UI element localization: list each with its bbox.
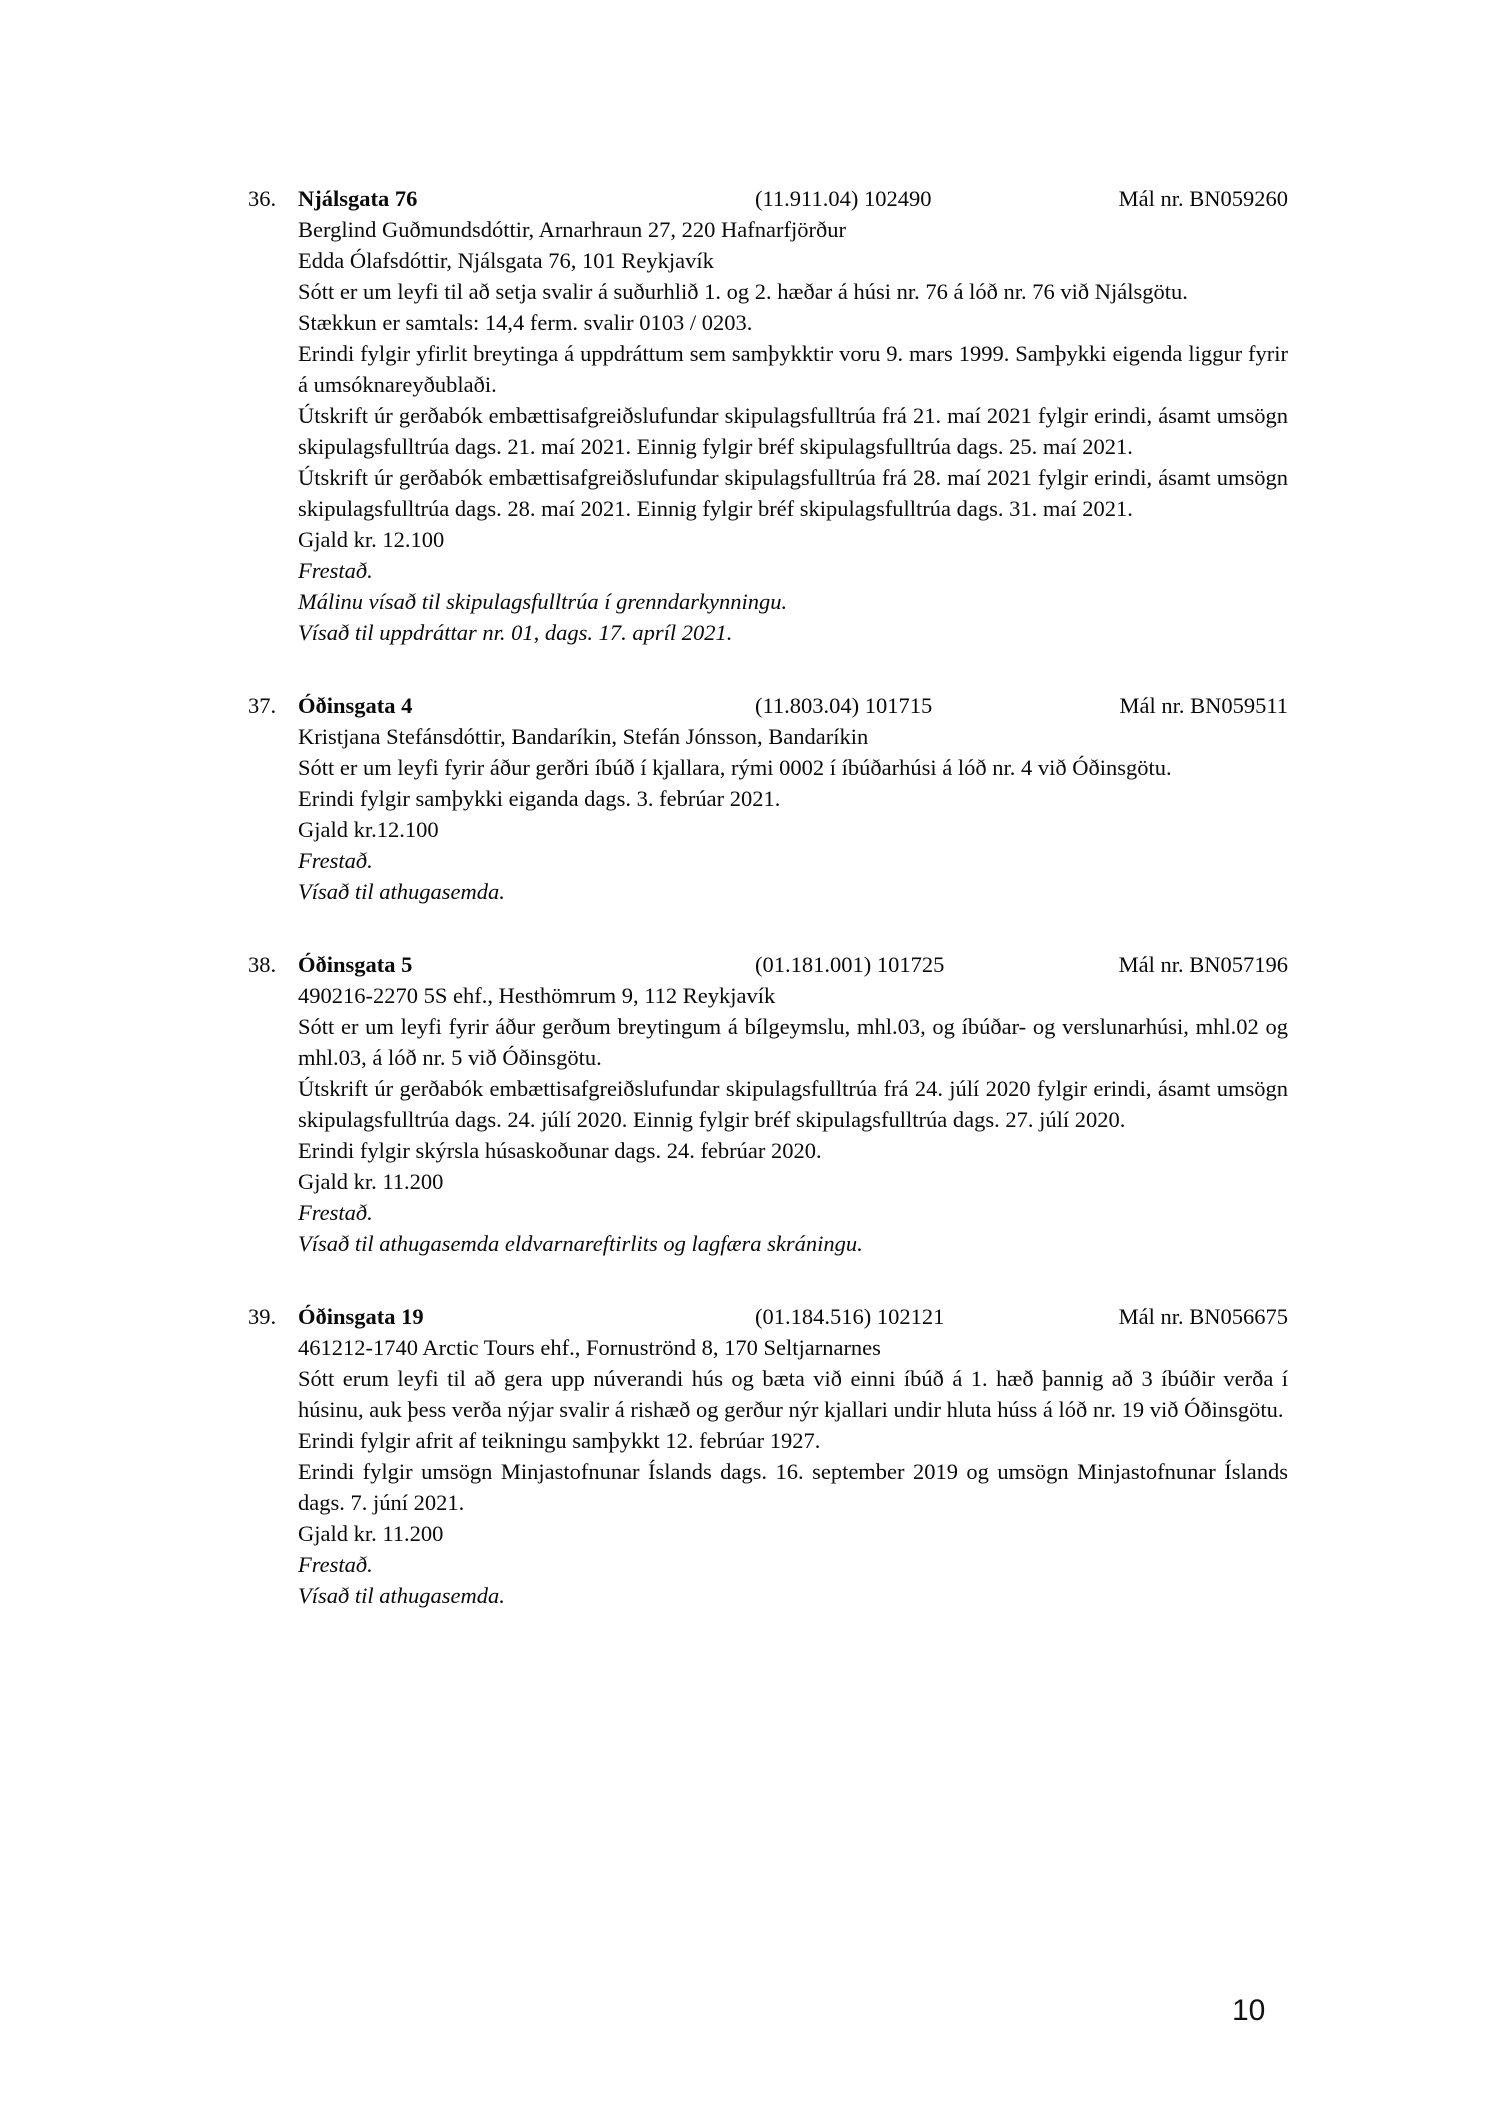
case-body [298,1332,1288,1611]
case-code-property: (11.803.04) 101715 [755,693,933,718]
case-item [248,949,1288,1259]
case-resolution-line: Vísað til athugasemda eldvarnareftirlits og lagfæra skráningu. [298,1231,863,1256]
case-header [248,183,1288,214]
case-header [248,1301,1288,1332]
case-number: 39. [248,1304,277,1329]
case-paragraph: Útskrift úr gerðabók embættisafgreiðslufundar skipulagsfulltrúa frá 28. maí 2021 fylgir erindi, ásamt umsögn skipulagsfulltrúa dags. 28. maí 2021. Einnig fylgir bréf skipulagsfulltrúa dags. 31. maí 2021. [298,465,1288,521]
case-resolution-line: Vísað til athugasemda. [298,879,505,904]
case-body [298,980,1288,1259]
case-number: 38. [248,952,277,977]
case-item [248,1301,1288,1611]
case-paragraph: Erindi fylgir yfirlit breytinga á uppdráttum sem samþykktir voru 9. mars 1999. Samþykki eigenda liggur fyrir á umsóknareyðublaði. [298,341,1288,397]
case-resolution-line: Vísað til athugasemda. [298,1583,505,1608]
case-body [298,214,1288,648]
case-paragraph: Stækkun er samtals: 14,4 ferm. svalir 0103 / 0203. [298,310,753,335]
case-paragraph: Erindi fylgir afrit af teikningu samþykkt 12. febrúar 1927. [298,1428,821,1453]
case-paragraph: 461212-1740 Arctic Tours ehf., Fornuströnd 8, 170 Seltjarnarnes [298,1335,881,1360]
case-paragraph: Erindi fylgir samþykki eiganda dags. 3. febrúar 2021. [298,786,781,811]
case-code-property: (01.184.516) 102121 [755,1304,945,1329]
case-resolution-line: Frestað. [298,558,373,583]
case-paragraph: Sótt er um leyfi fyrir áður gerðri íbúð í kjallara, rými 0002 í íbúðarhúsi á lóð nr. 4 við Óðinsgötu. [298,755,1172,780]
case-number: 37. [248,693,277,718]
case-paragraph: Gjald kr.12.100 [298,817,439,842]
case-paragraph: Berglind Guðmundsdóttir, Arnarhraun 27, 220 Hafnarfjörður [298,217,846,242]
case-number: 36. [248,186,277,211]
case-paragraph: Útskrift úr gerðabók embættisafgreiðslufundar skipulagsfulltrúa frá 24. júlí 2020 fylgir erindi, ásamt umsögn skipulagsfulltrúa dags. 24. júlí 2020. Einnig fylgir bréf skipulagsfulltrúa dags. 27. júlí 2020. [298,1076,1288,1132]
case-resolution-line: Frestað. [298,1552,373,1577]
case-address: Óðinsgata 4 [298,693,413,718]
case-resolution-line: Frestað. [298,1200,373,1225]
case-paragraph: Gjald kr. 12.100 [298,527,445,552]
case-paragraph: 490216-2270 5S ehf., Hesthömrum 9, 112 Reykjavík [298,983,776,1008]
case-ref-number: Mál nr. BN056675 [1118,1304,1288,1329]
case-address: Njálsgata 76 [298,186,418,211]
case-code-property: (01.181.001) 101725 [755,952,945,977]
case-ref-number: Mál nr. BN059511 [1119,693,1288,718]
case-ref-number: Mál nr. BN059260 [1118,186,1288,211]
case-paragraph: Erindi fylgir skýrsla húsaskoðunar dags. 24. febrúar 2020. [298,1138,822,1163]
case-item [248,183,1288,648]
case-address: Óðinsgata 5 [298,952,413,977]
case-paragraph: Gjald kr. 11.200 [298,1169,444,1194]
cases-list [248,183,1288,1653]
case-item [248,690,1288,907]
case-paragraph: Gjald kr. 11.200 [298,1521,444,1546]
case-paragraph: Edda Ólafsdóttir, Njálsgata 76, 101 Reykjavík [298,248,714,273]
case-paragraph: Kristjana Stefánsdóttir, Bandaríkin, Stefán Jónsson, Bandaríkin [298,724,869,749]
case-paragraph: Sótt er um leyfi fyrir áður gerðum breytingum á bílgeymslu, mhl.03, og íbúðar- og verslunarhúsi, mhl.02 og mhl.03, á lóð nr. 5 við Óðinsgötu. [298,1014,1288,1070]
case-resolution-line: Málinu vísað til skipulagsfulltrúa í grenndarkynningu. [298,589,788,614]
case-header [248,949,1288,980]
case-header [248,690,1288,721]
case-resolution-line: Vísað til uppdráttar nr. 01, dags. 17. apríl 2021. [298,620,733,645]
page-number: 10 [1232,1994,1266,2027]
case-paragraph: Sótt erum leyfi til að gera upp núverandi hús og bæta við einni íbúð á 1. hæð þannig að 3 íbúðir verða í húsinu, auk þess verða nýjar svalir á rishæð og gerður nýr kjallari undir hluta húss á lóð nr. 19 við Óðinsgötu. [298,1366,1288,1422]
case-paragraph: Erindi fylgir umsögn Minjastofnunar Íslands dags. 16. september 2019 og umsögn Minjastofnunar Íslands dags. 7. júní 2021. [298,1459,1288,1515]
case-body [298,721,1288,907]
case-resolution-line: Frestað. [298,848,373,873]
case-address: Óðinsgata 19 [298,1304,424,1329]
case-paragraph: Sótt er um leyfi til að setja svalir á suðurhlið 1. og 2. hæðar á húsi nr. 76 á lóð nr. 76 við Njálsgötu. [298,279,1188,304]
case-ref-number: Mál nr. BN057196 [1118,952,1288,977]
case-paragraph: Útskrift úr gerðabók embættisafgreiðslufundar skipulagsfulltrúa frá 21. maí 2021 fylgir erindi, ásamt umsögn skipulagsfulltrúa dags. 21. maí 2021. Einnig fylgir bréf skipulagsfulltrúa dags. 25. maí 2021. [298,403,1288,459]
case-code-property: (11.911.04) 102490 [755,186,932,211]
